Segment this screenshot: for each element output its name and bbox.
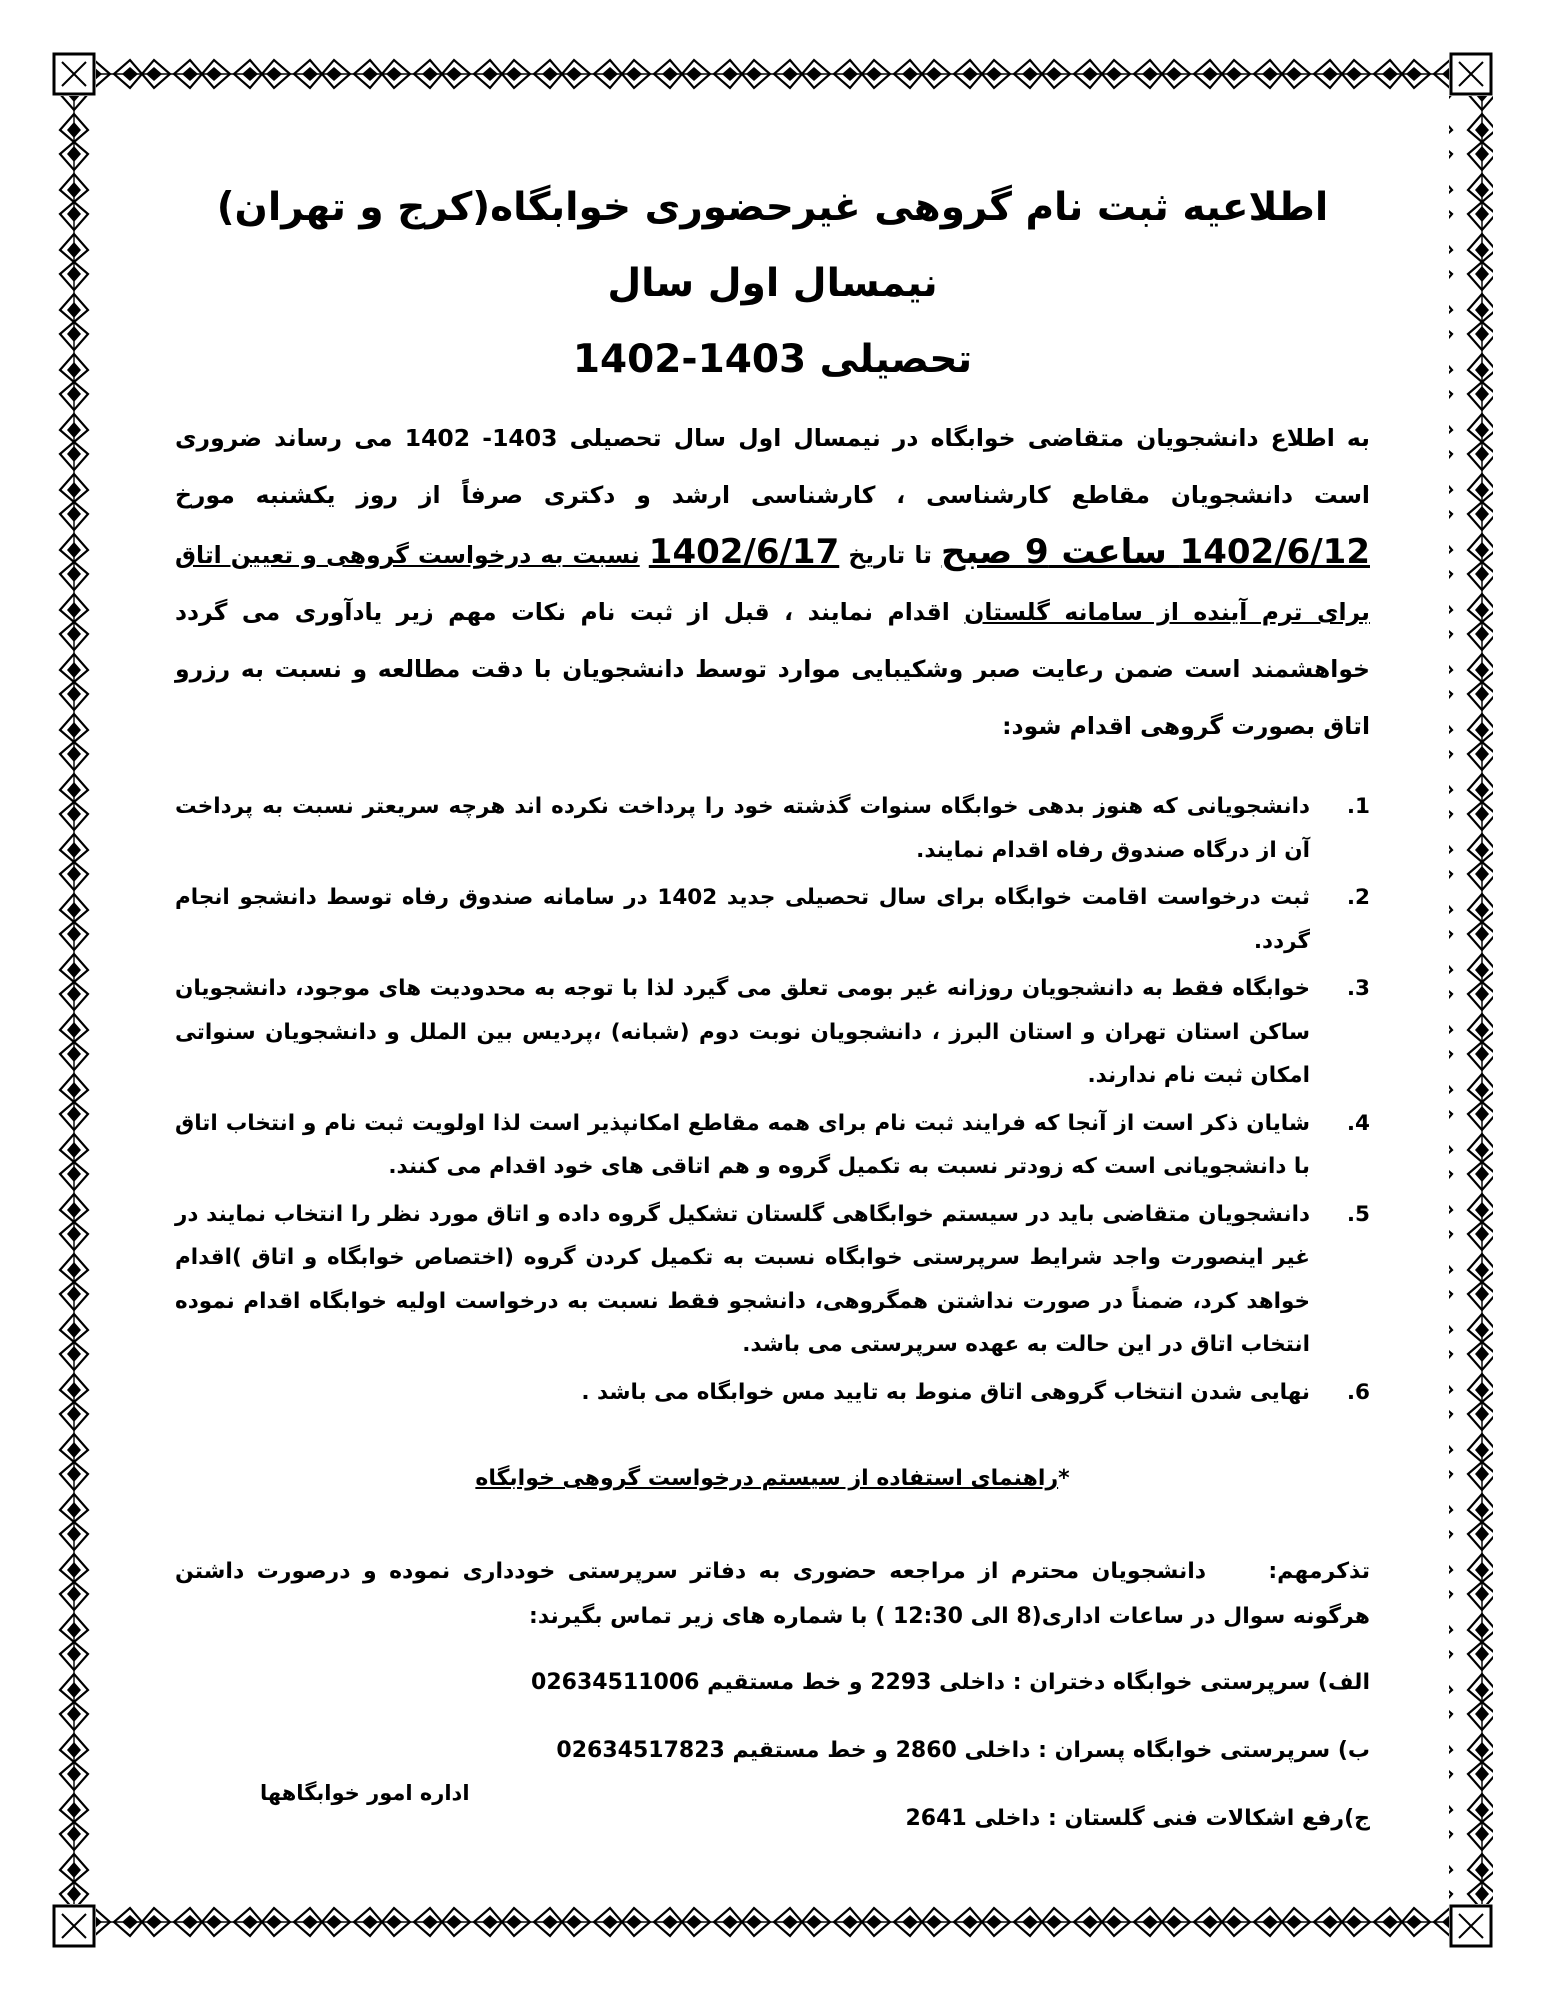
contact-phone: 02634511006	[531, 1670, 700, 1695]
note-text: دانشجویان محترم از مراجعه حضوری به دفاتر سرپرستی خودداری نموده و درصورت داشتن هرگونه سوال در ساعات اداری(8 الی 12:30 ) با شماره های زیر تماس بگیرند:	[175, 1559, 1370, 1629]
list-item-number: 4.	[1346, 1110, 1370, 1136]
document-title	[175, 170, 1370, 398]
list-item	[175, 1102, 1370, 1189]
document-body	[175, 170, 1370, 1839]
contact-ext: داخلی 2860 و خط مستقیم	[732, 1738, 1031, 1763]
contact-ext: داخلی 2293 و خط مستقیم	[707, 1670, 1006, 1695]
guide-star: *	[1058, 1466, 1070, 1491]
list-item-number: 2.	[1346, 885, 1370, 910]
note-label: تذکرمهم:	[1268, 1559, 1370, 1584]
list-item-text: نهایی شدن انتخاب گروهی اتاق منوط به تایید مس خوابگاه می باشد .	[581, 1379, 1310, 1405]
list-item	[175, 785, 1370, 872]
list-item	[175, 1371, 1370, 1415]
contact-phone: 02634517823	[556, 1738, 725, 1763]
guide-link[interactable]	[175, 1466, 1370, 1491]
contact-boys-dorm	[175, 1731, 1370, 1771]
list-item-text: شایان ذکر است از آنجا که فرایند ثبت نام برای همه مقاطع امکانپذیر است لذا اولویت ثبت نام و انتخاب اتاق با دانشجویانی است که زودتر نسبت به تکمیل گروه و هم اتاقی های خود اقدام می کنند.	[175, 1110, 1310, 1179]
list-item	[175, 1193, 1370, 1367]
title-line-2: تحصیلی 1403-1402	[572, 337, 973, 382]
list-item-text: دانشجویانی که هنوز بدهی خوابگاه سنوات گذشته خود را پرداخت نکرده اند هرچه سریعتر نسبت به پرداخت آن از درگاه صندوق رفاه اقدام نمایند.	[175, 794, 1310, 863]
contact-prefix: ج)رفع اشکالات فنی گلستان :	[1048, 1806, 1370, 1831]
list-item-text: خوابگاه فقط به دانشجویان روزانه غیر بومی تعلق می گیرد لذا با توجه به محدودیت های موجود، دانشجویان ساکن استان تهران و استان البرز ، دانشجویان نوبت دوم (شبانه) ،پردیس بین الملل و دانشجویان سنواتی امکان ثبت نام ندارند.	[175, 976, 1310, 1088]
end-date: 1402/6/17	[648, 532, 840, 572]
intro-paragraph	[175, 410, 1370, 755]
list-item-text: ثبت درخواست اقامت خوابگاه برای سال تحصیلی جدید 1402 در سامانه صندوق رفاه توسط دانشجو انجام گردد.	[175, 885, 1310, 954]
intro-part-3: اقدام نمایند ، قبل از ثبت نام نکات مهم زیر یادآوری می گردد خواهشمند است ضمن رعایت صبر وشکیبایی موارد توسط دانشجویان با دقت مطالعه و نسبت به رزرو اتاق بصورت گروهی اقدام شود:	[175, 598, 1370, 740]
list-item-number: 6.	[1346, 1379, 1370, 1405]
contact-golestan-support	[175, 1799, 1370, 1839]
list-item-number: 1.	[1346, 794, 1370, 819]
start-datetime: 1402/6/12 ساعت 9 صبح	[941, 532, 1370, 572]
contact-prefix: الف) سرپرستی خوابگاه دختران :	[1012, 1670, 1370, 1695]
important-note	[175, 1549, 1370, 1639]
intro-underlined: نسبت به درخواست گروهی و تعیین اتاق برای ترم آینده از سامانه گلستان	[175, 541, 1370, 626]
list-item	[175, 967, 1370, 1098]
contact-prefix: ب) سرپرستی خوابگاه پسران :	[1038, 1738, 1370, 1763]
list-item-number: 5.	[1346, 1201, 1370, 1227]
title-line-1: اطلاعیه ثبت نام گروهی غیرحضوری خوابگاه(کرج و تهران) نیمسال اول سال	[216, 185, 1329, 306]
contact-ext: داخلی 2641	[905, 1806, 1041, 1831]
list-item-number: 3.	[1346, 976, 1370, 1001]
contact-girls-dorm	[175, 1663, 1370, 1703]
list-item-text: دانشجویان متقاضی باید در سیستم خوابگاهی گلستان تشکیل گروه داده و اتاق مورد نظر را انتخاب نمایند در غیر اینصورت واجد شرایط سرپرستی خوابگاه نسبت به تکمیل کردن گروه (اختصاص خوابگاه و اتاق )اقدام خواهد کرد، ضمناً در صورت نداشتن همگروهی، دانشجو فقط نسبت به درخواست اولیه خوابگاه اقدام نموده انتخاب اتاق در این حالت به عهده سرپرستی می باشد.	[175, 1201, 1310, 1357]
office-signature: اداره امور خوابگاهها	[260, 1781, 470, 1805]
guide-text: راهنمای استفاده از سیستم درخواست گروهی خوابگاه	[475, 1466, 1059, 1491]
notes-list	[175, 785, 1370, 1414]
intro-part-2: تا تاریخ	[848, 541, 932, 569]
intro-part-1: به اطلاع دانشجویان متقاضی خوابگاه در نیمسال اول سال تحصیلی 1403- 1402 می رساند ضروری است دانشجویان مقاطع کارشناسی ، کارشناسی ارشد و دکتری صرفاً از روز یکشنبه مورخ	[175, 424, 1371, 509]
list-item	[175, 876, 1370, 963]
